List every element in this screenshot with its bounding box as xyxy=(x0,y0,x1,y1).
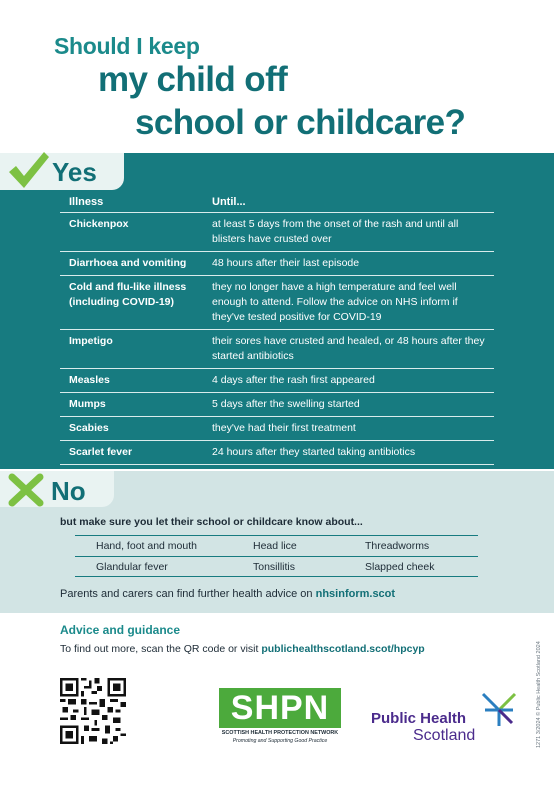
shpn-wordmark: SHPN xyxy=(219,688,341,728)
print-code: 1271 3/2024 © Public Health Scotland 2024 xyxy=(536,641,542,748)
illness-cell: Scarlet fever xyxy=(60,441,203,465)
advice-text xyxy=(60,643,425,655)
no-label: No xyxy=(51,476,86,506)
no-subtitle: but make sure you let their school or childcare know about... xyxy=(60,516,363,528)
list-item: Tonsillitis xyxy=(253,561,296,573)
nhsinform-link[interactable]: nhsinform.scot xyxy=(315,588,396,600)
cross-icon xyxy=(8,473,44,507)
list-row xyxy=(75,556,478,577)
phs-line-1: Public Health xyxy=(371,710,467,727)
until-cell: 4 days after the rash first appeared xyxy=(203,369,494,393)
star-icon xyxy=(479,692,519,728)
phs-logo xyxy=(371,692,521,748)
table-row xyxy=(60,441,494,465)
until-cell: at least 5 days from the onset of the rash and until all blisters have crusted over xyxy=(203,213,494,252)
until-cell: 48 hours after their last episode xyxy=(203,252,494,276)
list-item: Glandular fever xyxy=(96,561,168,573)
yes-table-header xyxy=(60,192,494,213)
illness-cell: Chickenpox xyxy=(60,213,203,252)
until-cell: 24 hours after they started taking antibiotics xyxy=(203,441,494,465)
check-icon xyxy=(6,150,50,190)
until-cell: their sores have crusted and healed, or 48 hours after they started antibiotics xyxy=(203,330,494,369)
yes-label: Yes xyxy=(52,157,97,187)
list-item: Head lice xyxy=(253,540,297,552)
until-cell: they no longer have a high temperature and feel well enough to attend. Follow the advice on NHS inform if they've tested positive for COVID-19 xyxy=(203,276,494,330)
illness-cell: Scabies xyxy=(60,417,203,441)
table-row xyxy=(60,417,494,441)
no-illness-grid xyxy=(75,535,478,577)
until-cell: they've had their first treatment xyxy=(203,417,494,441)
yes-table xyxy=(60,192,494,489)
illness-cell: Cold and flu-like illness (including COVID-19) xyxy=(60,276,203,330)
until-cell: 5 days after the swelling started xyxy=(203,393,494,417)
illness-cell: Measles xyxy=(60,369,203,393)
illness-cell: Mumps xyxy=(60,393,203,417)
illness-cell: Diarrhoea and vomiting xyxy=(60,252,203,276)
table-row xyxy=(60,213,494,252)
advice-heading: Advice and guidance xyxy=(60,623,181,637)
parents-note xyxy=(60,588,395,600)
illness-cell: Impetigo xyxy=(60,330,203,369)
table-row xyxy=(60,330,494,369)
title-line-2: my child off xyxy=(98,60,288,99)
shpn-logo xyxy=(219,688,341,748)
title-line-1: Should I keep xyxy=(54,33,200,59)
title-line-3: school or childcare? xyxy=(135,103,466,142)
title xyxy=(0,0,554,152)
phs-link[interactable]: publichealthscotland.scot/hpcyp xyxy=(261,643,425,655)
table-row xyxy=(60,252,494,276)
table-row xyxy=(60,369,494,393)
parents-text: Parents and carers can find further health advice on xyxy=(60,588,316,600)
header-until: Until... xyxy=(203,192,494,213)
phs-line-2: Scotland xyxy=(413,727,476,744)
list-item: Threadworms xyxy=(365,540,430,552)
advice-body: To find out more, scan the QR code or visit xyxy=(60,643,262,655)
table-row xyxy=(60,393,494,417)
qr-code-icon[interactable] xyxy=(60,678,126,744)
shpn-network-name: SCOTTISH HEALTH PROTECTION NETWORK xyxy=(221,730,339,736)
shpn-tagline: Promoting and Supporting Good Practice xyxy=(232,738,328,744)
list-item: Hand, foot and mouth xyxy=(96,540,197,552)
list-item: Slapped cheek xyxy=(365,561,435,573)
table-row xyxy=(60,276,494,330)
header-illness: Illness xyxy=(60,192,203,213)
list-row xyxy=(75,535,478,556)
